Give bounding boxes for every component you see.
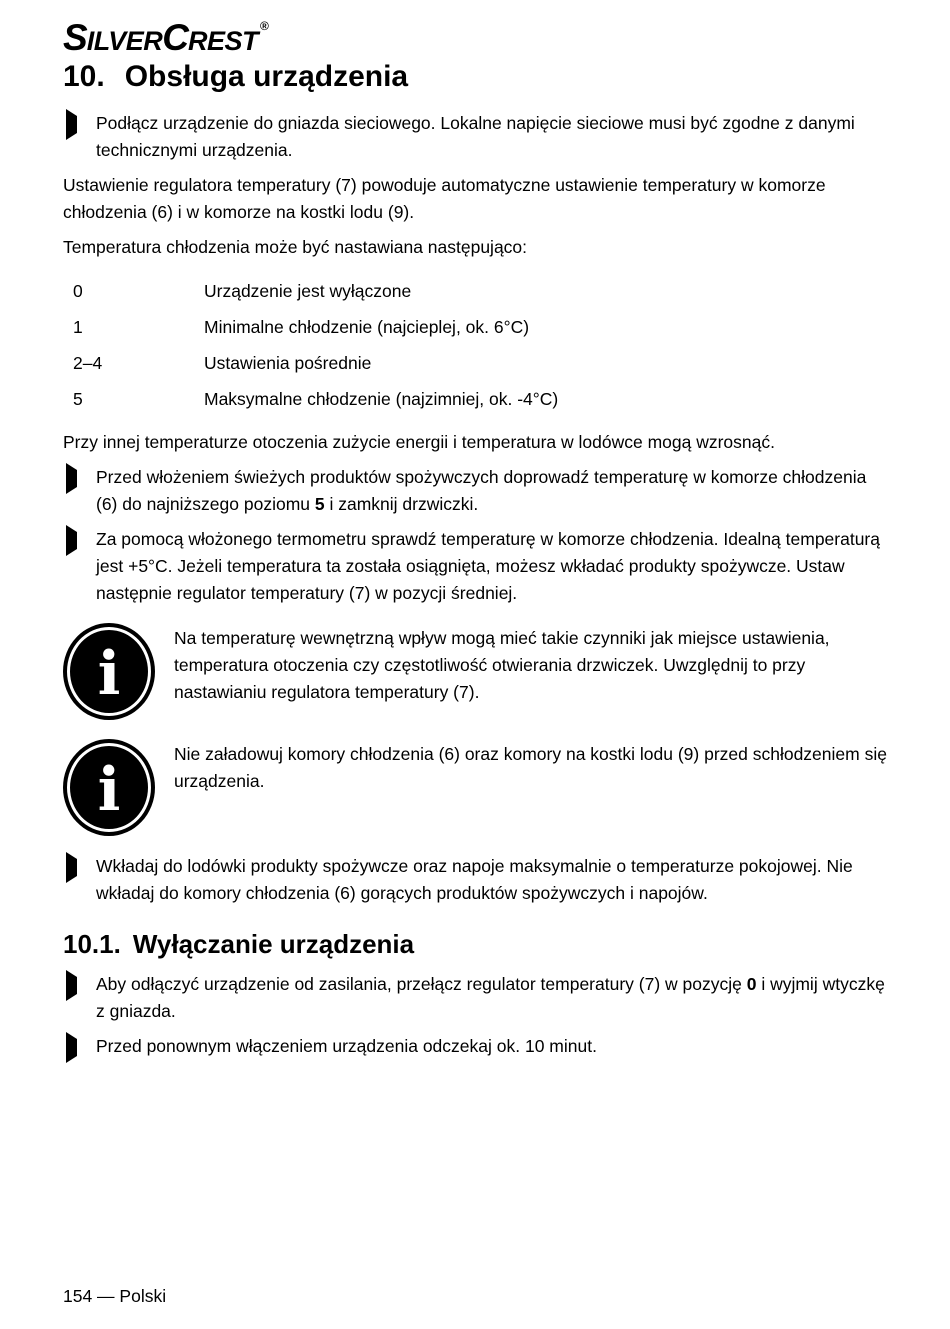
subsection-title-text: Wyłączanie urządzenia [132, 929, 415, 959]
setting-value: 1 [73, 316, 83, 337]
page-title [63, 58, 890, 96]
section-number: 10. [63, 60, 105, 93]
temperature-settings-table [73, 273, 890, 417]
setting-description: Ustawienia pośrednie [204, 352, 372, 373]
list-item-text: Aby odłączyć urządzenie od zasilania, przełącz regulator temperatury (7) w pozycję 0 i wyjmij wtyczkę z gniazda. [96, 974, 885, 1021]
bullet-triangle-icon [63, 464, 96, 518]
setting-value: 5 [73, 388, 83, 409]
footer-page-label: 154 — Polski [63, 1286, 167, 1306]
list-item [63, 526, 890, 607]
bullet-triangle-icon [63, 110, 96, 164]
logo-text: S [63, 17, 87, 58]
setting-description: Urządzenie jest wyłączone [204, 280, 412, 301]
info-note [63, 623, 890, 723]
list-item [63, 971, 890, 1025]
info-note-text: Nie załadowuj komory chłodzenia (6) oraz komory na kostki lodu (9) przed schłodzeniem się urządzenia. [174, 744, 887, 791]
paragraph-temp-intro: Temperatura chłodzenia może być nastawiana następująco: [63, 237, 528, 257]
list-item [63, 1033, 890, 1060]
list-item-text: Za pomocą włożonego termometru sprawdź temperaturę w komorze chłodzenia. Idealną temperaturą jest +5°C. Jeżeli temperatura ta została osiągnięta, możesz wkładać produkty spożywcze. Ustaw następnie regulator temperatury (7) w pozycji średniej. [96, 529, 880, 603]
bold-setting-5: 5 [314, 494, 325, 514]
setting-value: 2–4 [73, 352, 103, 373]
list-item [63, 110, 890, 164]
list-item [63, 464, 890, 518]
table-row [73, 273, 890, 309]
info-note-text: Na temperaturę wewnętrzną wpływ mogą mieć takie czynniki jak miejsce ustawienia, temperatura otoczenia czy częstotliwość otwierania drzwiczek. Uwzględnij to przy nastawianiu regulatora temperatury (7). [174, 628, 830, 702]
setting-description: Maksymalne chłodzenie (najzimniej, ok. -4°C) [204, 388, 559, 409]
list-item [63, 853, 890, 907]
setting-value: 0 [73, 280, 83, 301]
bullet-triangle-icon [63, 853, 96, 907]
registered-trademark-symbol: ® [259, 19, 269, 33]
setting-description: Minimalne chłodzenie (najcieplej, ok. 6°C) [204, 316, 530, 337]
list-item-text: Przed ponownym włączeniem urządzenia odczekaj ok. 10 minut. [96, 1036, 597, 1056]
bullet-triangle-icon [63, 526, 96, 607]
table-row [73, 309, 890, 345]
table-row [73, 381, 890, 417]
subsection-number: 10.1. [63, 929, 121, 959]
list-item-text: Podłącz urządzenie do gniazda sieciowego. Lokalne napięcie sieciowe musi być zgodne z danymi technicznymi urządzenia. [96, 113, 855, 160]
paragraph-ambient: Przy innej temperaturze otoczenia zużycie energii i temperatura w lodówce mogą wzrosnąć. [63, 432, 775, 452]
paragraph-regulator: Ustawienie regulatora temperatury (7) powoduje automatyczne ustawienie temperatury w komorze chłodzenia (6) i w komorze na kostki lodu (9). [63, 175, 826, 222]
subsection-title [63, 927, 890, 961]
section-title: Obsługa urządzenia [124, 60, 409, 93]
logo-row [63, 6, 890, 58]
bullet-triangle-icon [63, 971, 96, 1025]
info-note [63, 739, 890, 839]
silvercrest-logo: SILVERCREST ® [63, 17, 269, 58]
bullet-triangle-icon [63, 1033, 96, 1060]
list-item-text: Przed włożeniem świeżych produktów spożywczych doprowadź temperaturę w komorze chłodzenia (6) do najniższego poziomu 5 i zamknij drzwiczki. [96, 467, 867, 514]
table-row [73, 345, 890, 381]
list-item-text: Wkładaj do lodówki produkty spożywcze oraz napoje maksymalnie o temperaturze pokojowej. Nie wkładaj do komory chłodzenia (6) gorących produktów spożywczych i napojów. [96, 856, 853, 903]
info-icon: i [63, 739, 155, 836]
bold-setting-0: 0 [746, 974, 757, 994]
info-icon: i [63, 623, 155, 720]
